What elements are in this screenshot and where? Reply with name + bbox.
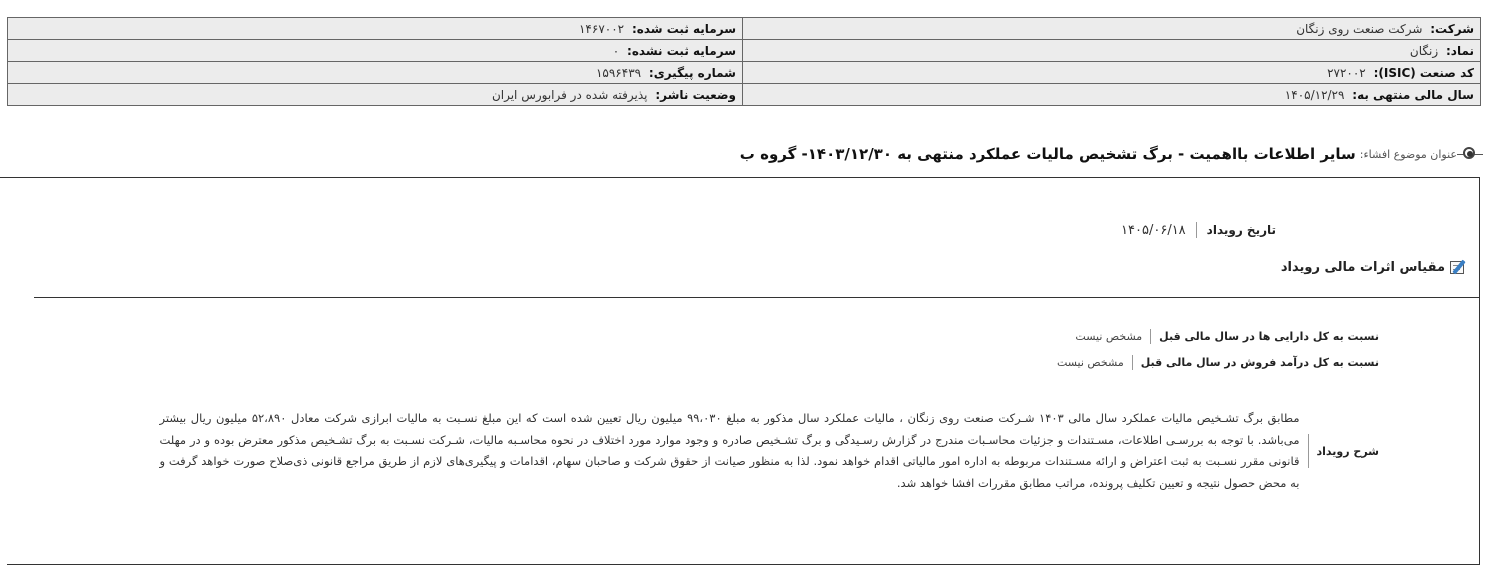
event-description-row [160,408,1380,494]
fiscal-year-cell [743,84,1481,106]
separator [1150,329,1151,344]
revenue-ratio-label: نسبت به کل درآمد فروش در سال مالی قبل [1140,356,1379,369]
description-label: شرح رویداد [1316,444,1379,458]
disclosure-subject [740,145,1479,163]
info-row-isic [8,62,1481,84]
registered-capital-value: ۱۴۶۷۰۰۲ [578,21,625,36]
revenue-ratio-value: مشخص نیست [1056,356,1124,369]
symbol-label: نماد: [1445,43,1474,58]
section-divider [34,297,1480,298]
isic-label: کد صنعت (ISIC): [1373,65,1474,80]
event-date-row [1121,222,1276,238]
isic-value: ۲۷۲۰۰۲ [1327,65,1366,80]
revenue-ratio-row [1057,355,1379,370]
symbol-cell [743,40,1481,62]
subject-title: سایر اطلاعات بااهمیت - برگ تشخیص مالیات عملکرد منتهی به ۱۴۰۳/۱۲/۳۰- گروه ب [739,145,1356,163]
company-cell [743,18,1481,40]
tracking-cell [8,62,743,84]
publisher-status-cell [8,84,743,106]
fiscal-year-value: ۱۴۰۵/۱۲/۲۹ [1284,87,1345,102]
separator [1132,355,1133,370]
isic-cell [743,62,1481,84]
separator [1308,434,1309,468]
tracking-value: ۱۵۹۶۴۳۹ [595,65,642,80]
assets-ratio-label: نسبت به کل دارایی ها در سال مالی قبل [1159,330,1379,343]
fiscal-year-label: سال مالی منتهی به: [1352,87,1474,102]
info-row-company [8,18,1481,40]
radio-target-icon [1461,145,1479,163]
unregistered-capital-label: سرمایه ثبت نشده: [627,43,736,58]
company-value: شرکت صنعت روی زنگان [1296,21,1423,36]
event-date-label: تاریخ رویداد [1206,223,1276,237]
registered-capital-cell [8,18,743,40]
company-label: شرکت: [1430,21,1474,36]
description-text: مطابق برگ تشـخیص مالیات عملکرد سال مالی ۱۴۰۳ شـرکت صنعت روی زنگان ، مالیات عملکرد سال مذکور به مبلغ ۹۹،۰۳۰ میلیون ریال تعیین شده است که این مبلغ نسـبت به مالیات ابرازی شرکت معادل ۵۲،۸۹۰ میلیون ریال بیشتر می‌باشد. با توجه به بررسـی اطلاعات، مسـتندات و جزئیات محاسـبات مندرج در گزارش رسـیدگی و برگ تشـخیص صادره و وجود موارد مورد اختلاف در نحوه محاسـبه مالیات، شـرکت نسـبت به برگ تشـخیص مذکور معترض بوده و در مهلت قانونی مقرر نسـبت به ثبت اعتراض و ارائه مسـتندات مربوطه به اداره امور مالیاتی اقدام خواهد نمود. لذا به منظور صیانت از حقوق شرکت و صاحبان سهام، اقدامات و پیگیری‌های لازم از طریق مراجع قانونی ذی‌صلاح صورت خواهد گرفت و به محض حصول نتیجه و تعیین تکلیف پرونده، مراتب مطابق مقررات افشا خواهد شد. [159,411,1300,490]
edit-document-icon [1449,258,1469,276]
info-row-fiscal [8,84,1481,106]
unregistered-capital-cell [8,40,743,62]
info-row-symbol [8,40,1481,62]
separator [1196,222,1197,238]
subject-label: عنوان موضوع افشاء: [1359,147,1457,161]
financial-effects-title: مقیاس اثرات مالی رویداد [1280,259,1445,275]
symbol-value: زنگان [1409,43,1439,58]
assets-ratio-value: مشخص نیست [1075,330,1143,343]
company-info-table [7,17,1481,106]
unregistered-capital-value: ۰ [612,43,620,58]
financial-effects-heading [1281,258,1469,276]
publisher-status-value: پذیرفته شده در فرابورس ایران [491,87,648,102]
tracking-label: شماره پیگیری: [648,65,736,80]
publisher-status-label: وضعیت ناشر: [655,87,736,102]
registered-capital-label: سرمایه ثبت شده: [631,21,736,36]
assets-ratio-row [1075,329,1379,344]
event-date-value: ۱۴۰۵/۰۶/۱۸ [1121,222,1186,238]
